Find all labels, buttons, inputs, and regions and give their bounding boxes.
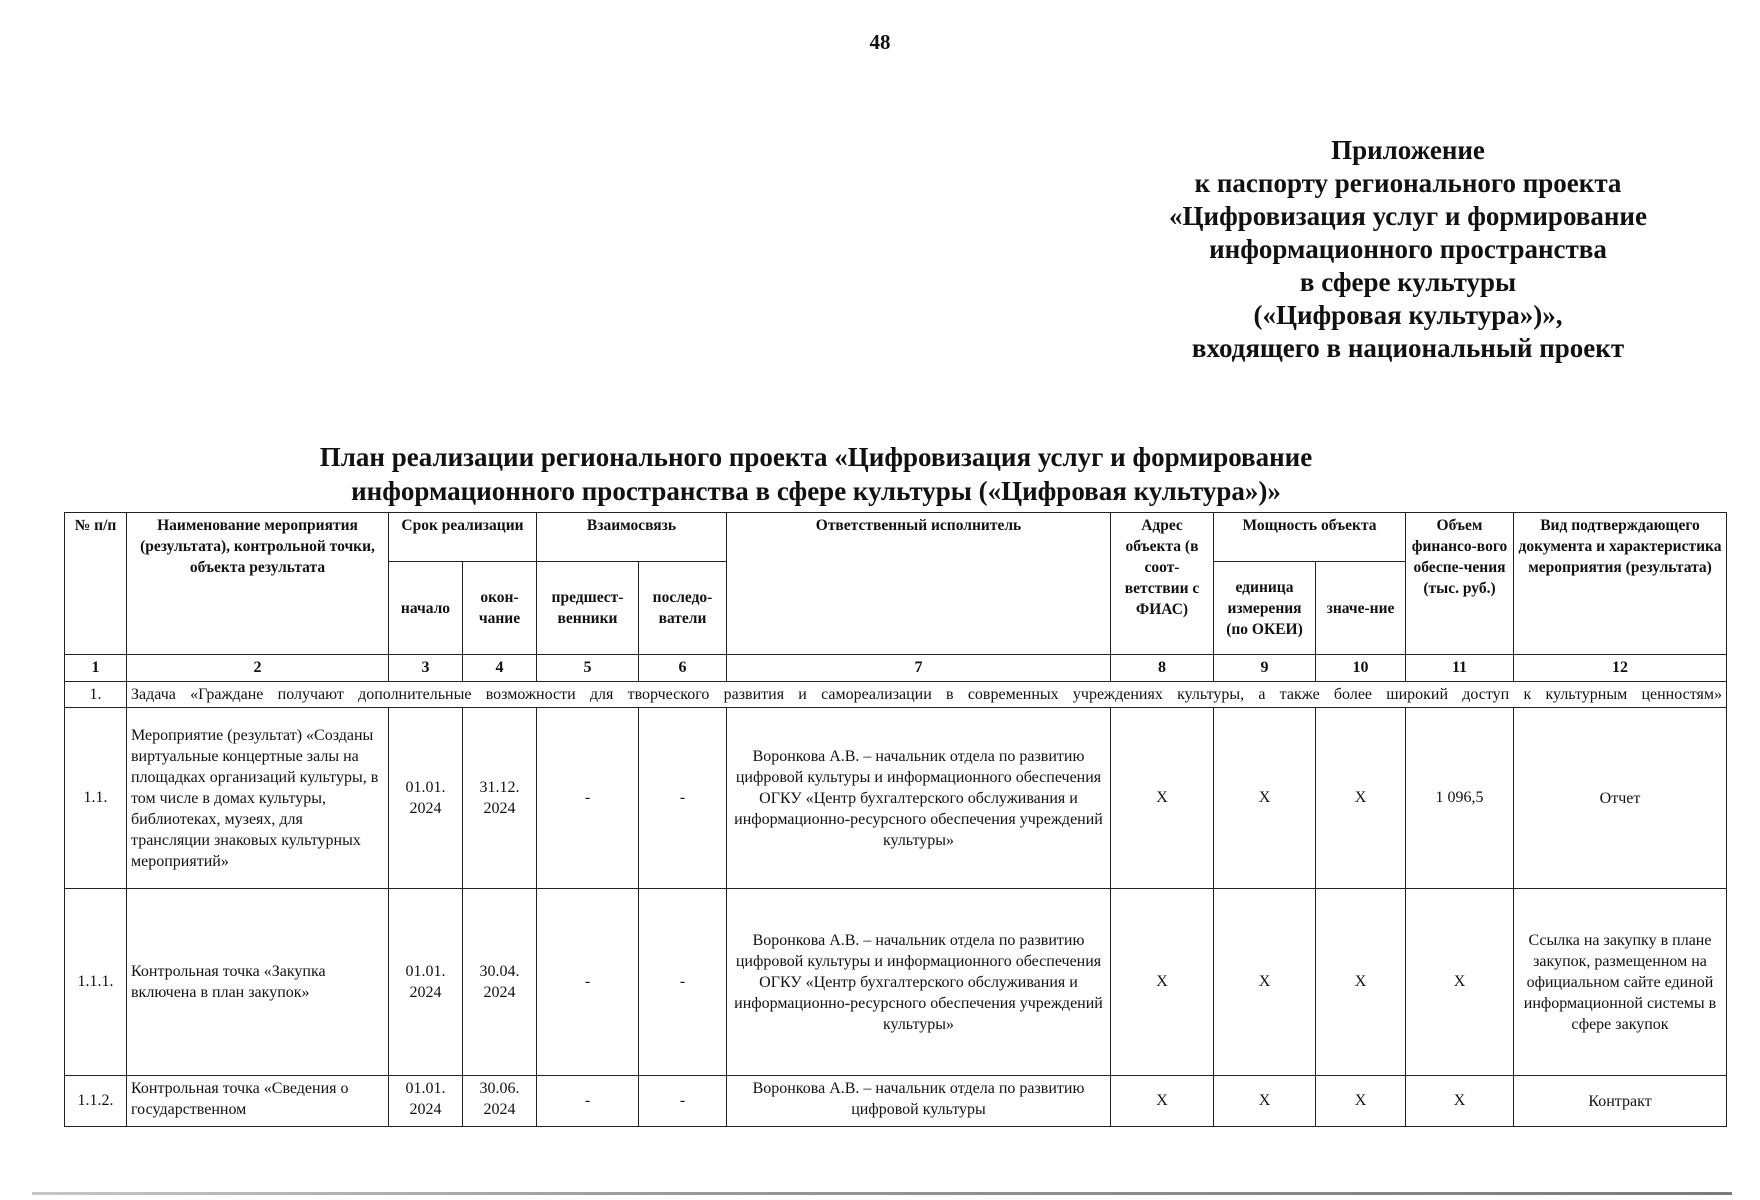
row-doc: Отчет (1514, 708, 1727, 889)
header-funding: Объем финансо-вого обеспе-чения (тыс. руб.) (1406, 513, 1514, 655)
row-prev: - (537, 1076, 639, 1127)
header-link-prev: предшест-венники (537, 562, 639, 655)
row-address: Х (1111, 889, 1214, 1076)
row-unit: Х (1214, 1076, 1316, 1127)
column-number: 3 (389, 655, 463, 682)
appendix-line: «Цифровизация услуг и формирование (1169, 201, 1647, 231)
header-address: Адрес объекта (в соот-ветствии с ФИАС) (1111, 513, 1214, 655)
row-start: 01.01. 2024 (389, 708, 463, 889)
scan-edge-line (32, 1192, 1732, 1195)
column-number: 7 (727, 655, 1111, 682)
row-doc: Ссылка на закупку в плане закупок, размещенном на официальном сайте единой информационной системы в сфере закупок (1514, 889, 1727, 1076)
row-start: 01.01. 2024 (389, 1076, 463, 1127)
row-name: Контрольная точка «Закупка включена в план закупок» (127, 889, 389, 1076)
table-row (65, 889, 1727, 1076)
row-address: Х (1111, 708, 1214, 889)
plan-title-line: План реализации регионального проекта «Цифровизация услуг и формирование (319, 442, 1313, 472)
column-number: 10 (1316, 655, 1406, 682)
header-capacity-unit: единица измерения (по ОКЕИ) (1214, 562, 1316, 655)
column-number: 12 (1514, 655, 1727, 682)
row-num: 1.1.1. (65, 889, 127, 1076)
row-unit: Х (1214, 889, 1316, 1076)
table-row (65, 1076, 1727, 1127)
row-doc: Контракт (1514, 1076, 1727, 1127)
column-number: 11 (1406, 655, 1514, 682)
row-name: Мероприятие (результат) «Созданы виртуальные концертные залы на площадках организаций культуры, в том числе в домах культуры, библиотеках, музеях, для трансляции знаковых культурных мероприятий» (127, 708, 389, 889)
row-value: Х (1316, 1076, 1406, 1127)
column-number: 5 (537, 655, 639, 682)
row-prev: - (537, 708, 639, 889)
row-num: 1.1. (65, 708, 127, 889)
row-end: 31.12. 2024 (463, 708, 537, 889)
row-next: - (639, 889, 727, 1076)
row-end: 30.04. 2024 (463, 889, 537, 1076)
header-name: Наименование мероприятия (результата), контрольной точки, объекта результата (127, 513, 389, 655)
column-number: 6 (639, 655, 727, 682)
page-number: 48 (869, 30, 891, 54)
row-executor: Воронкова А.В. – начальник отдела по развитию цифровой культуры и информационного обеспечения ОГКУ «Центр бухгалтерского обслуживания и информационно-ресурсного обеспечения учреждений культуры» (727, 708, 1111, 889)
column-number: 4 (463, 655, 537, 682)
appendix-line: в сфере культуры (1299, 267, 1517, 297)
column-number: 9 (1214, 655, 1316, 682)
header-capacity-value: значе-ние (1316, 562, 1406, 655)
row-value: Х (1316, 708, 1406, 889)
appendix-line: Приложение (1331, 135, 1485, 165)
plan-table (64, 512, 1727, 1127)
column-number: 8 (1111, 655, 1214, 682)
plan-title-line: информационного пространства в сфере культуры («Цифровая культура»)» (351, 476, 1281, 506)
row-end: 30.06. 2024 (463, 1076, 537, 1127)
task-num: 1. (65, 682, 127, 708)
header-capacity: Мощность объекта (1214, 513, 1406, 562)
appendix-line: информационного пространства (1209, 234, 1607, 264)
task-row (65, 682, 1727, 708)
header-num: № п/п (65, 513, 127, 655)
header-doc: Вид подтверждающего документа и характеристика мероприятия (результата) (1514, 513, 1727, 655)
row-funding: 1 096,5 (1406, 708, 1514, 889)
row-funding: Х (1406, 1076, 1514, 1127)
appendix-line: входящего в национальный проект (1191, 333, 1625, 363)
row-value: Х (1316, 889, 1406, 1076)
appendix-line: к паспорту регионального проекта (1194, 168, 1622, 198)
table-row (65, 708, 1727, 889)
plan-title (64, 440, 1568, 508)
column-number: 2 (127, 655, 389, 682)
appendix-line: («Цифровая культура»)», (1253, 300, 1563, 330)
header-executor: Ответственный исполнитель (727, 513, 1111, 655)
row-unit: Х (1214, 708, 1316, 889)
header-link-next: последо-ватели (639, 562, 727, 655)
row-next: - (639, 1076, 727, 1127)
row-funding: Х (1406, 889, 1514, 1076)
header-term: Срок реализации (389, 513, 537, 562)
row-start: 01.01. 2024 (389, 889, 463, 1076)
column-numbers-row (65, 655, 1727, 682)
row-executor: Воронкова А.В. – начальник отдела по развитию цифровой культуры и информационного обеспечения ОГКУ «Центр бухгалтерского обслуживания и информационно-ресурсного обеспечения учреждений культуры» (727, 889, 1111, 1076)
row-next: - (639, 708, 727, 889)
appendix-heading (1118, 134, 1698, 365)
row-name: Контрольная точка «Сведения о государственном (127, 1076, 389, 1127)
row-prev: - (537, 889, 639, 1076)
header-link: Взаимосвязь (537, 513, 727, 562)
header-term-end: окон-чание (463, 562, 537, 655)
task-text: Задача «Граждане получают дополнительные возможности для творческого развития и самореализации в современных учреждениях культуры, а также более широкий доступ к культурным ценностям» (127, 682, 1727, 708)
column-number: 1 (65, 655, 127, 682)
row-num: 1.1.2. (65, 1076, 127, 1127)
row-executor: Воронкова А.В. – начальник отдела по развитию цифровой культуры (727, 1076, 1111, 1127)
row-address: Х (1111, 1076, 1214, 1127)
header-term-start: начало (389, 562, 463, 655)
